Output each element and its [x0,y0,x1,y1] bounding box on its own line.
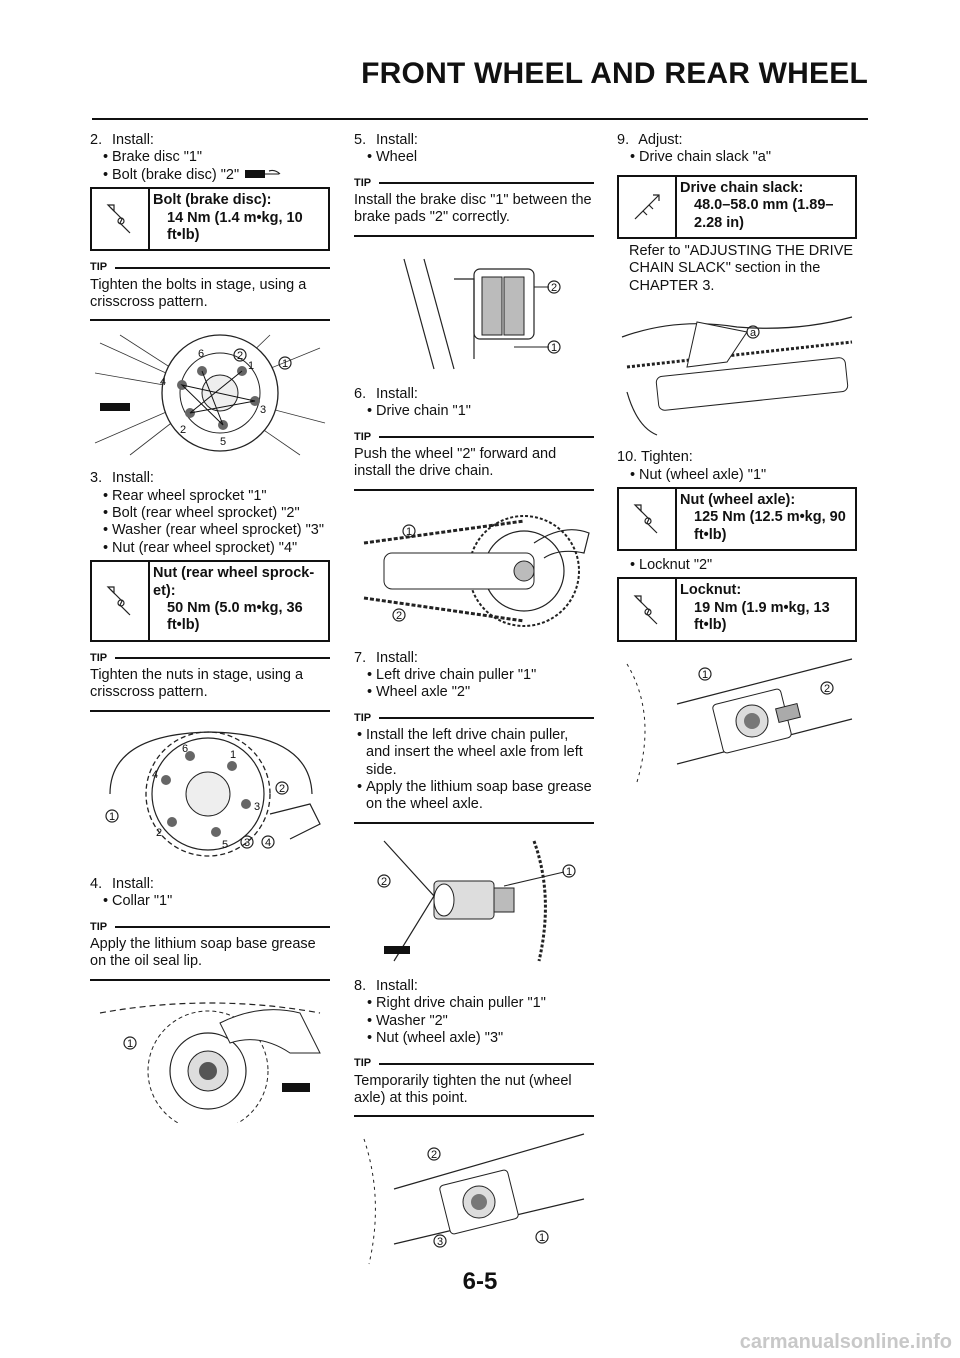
step-4: 4. Install: • Collar "1" [90,876,330,911]
list-item: • Collar "1" [100,893,330,910]
svg-text:1: 1 [702,668,709,681]
rear-sprocket-illustration [90,724,330,864]
svg-text:2: 2 [396,609,403,622]
torque-wrench-icon [629,592,665,628]
svg-text:6: 6 [182,742,189,755]
svg-text:3: 3 [260,404,267,417]
svg-text:1: 1 [539,1232,546,1245]
tip-box: TIP • Install the left drive chain puller, and insert the wheel axle from left side. • Apply the lithium soap base grease on the wheel axle. [354,712,594,824]
spec-nut-wheel-axle: Nut (wheel axle): 125 Nm (12.5 m•kg, 90 ft•lb) [617,487,857,551]
list-item: • Washer (rear wheel sprocket) "3" [100,522,330,539]
torque-wrench-icon [629,501,665,537]
step-2: 2. Install: • Brake disc "1" • Bolt (brake disc) "2" [90,132,330,184]
chain-slack-illustration [617,307,857,437]
step-10: 10. Tighten: • Nut (wheel axle) "1" [617,449,857,484]
measurement-icon [629,189,665,225]
collar-illustration [90,993,330,1123]
svg-text:4: 4 [152,768,159,781]
list-item: • Nut (rear wheel sprocket) "4" [100,540,330,557]
list-item: • Drive chain "1" [364,403,594,420]
list-item: • Nut (wheel axle) "1" [627,467,857,484]
svg-text:2: 2 [824,682,831,695]
list-item: • Bolt (brake disc) "2" [100,167,330,184]
list-item: • Locknut "2" [627,557,857,574]
torque-wrench-icon [102,583,138,619]
step-3: 3. Install: • Rear wheel sprocket "1" • Bolt (rear wheel sprocket) "2" • Washer (rear wheel sprocket) "3" • Nut (rear wheel sprocket) "4" [90,470,330,557]
svg-text:2: 2 [237,350,244,363]
watermark: carmanualsonline.info [739,1331,952,1353]
svg-text:2: 2 [279,782,286,795]
column-right [617,132,857,796]
list-item: • Left drive chain puller "1" [364,667,594,684]
spec-nut-rear-wheel-sprocket: Nut (rear wheel sprock-et): 50 Nm (5.0 m•kg, 36 ft•lb) [90,560,330,642]
svg-text:2: 2 [381,875,388,888]
svg-text:3: 3 [244,836,251,849]
list-item: • Drive chain slack "a" [627,149,857,166]
tip-box: TIP Tighten the bolts in stage, using a crisscross pattern. [90,261,330,321]
svg-text:1: 1 [230,748,237,761]
tip-box: TIP Push the wheel "2" forward and install the drive chain. [354,431,594,491]
svg-text:1: 1 [551,341,558,354]
torque-wrench-icon [102,201,138,237]
spec-drive-chain-slack: Drive chain slack: 48.0–58.0 mm (1.89–2.28 in) [617,175,857,239]
brake-disc-illustration [90,333,330,458]
header-divider [92,118,868,120]
page-title: FRONT WHEEL AND REAR WHEEL [361,57,868,90]
list-item: • Install the left drive chain puller, and insert the wheel axle from left side. [354,727,594,779]
svg-text:1: 1 [109,810,116,823]
svg-text:4: 4 [265,836,272,849]
svg-text:5: 5 [220,436,227,449]
list-item: • Washer "2" [364,1013,594,1030]
tip-box: TIP Temporarily tighten the nut (wheel axle) at this point. [354,1057,594,1117]
list-item: • Apply the lithium soap base grease on the wheel axle. [354,779,594,814]
svg-text:2: 2 [180,424,187,437]
list-item: • Nut (wheel axle) "3" [364,1030,594,1047]
step-8: 8. Install: • Right drive chain puller "1" • Washer "2" • Nut (wheel axle) "3" [354,978,594,1048]
list-item: • Right drive chain puller "1" [364,995,594,1012]
tip-box: TIP Install the brake disc "1" between the brake pads "2" correctly. [354,177,594,237]
step-5: 5. Install: • Wheel [354,132,594,167]
svg-text:5: 5 [222,838,229,851]
column-middle [354,132,594,1281]
spec-bolt-brake-disc: Bolt (brake disc): 14 Nm (1.4 m•kg, 10 ft•lb) [90,187,330,251]
svg-text:6: 6 [198,348,205,361]
svg-text:2: 2 [431,1149,438,1162]
svg-text:a: a [750,327,757,340]
page-number: 6-5 [462,1268,498,1295]
svg-text:2: 2 [551,281,558,294]
list-item: • Bolt (rear wheel sprocket) "2" [100,505,330,522]
step-6: 6. Install: • Drive chain "1" [354,386,594,421]
tip-box: TIP Tighten the nuts in stage, using a crisscross pattern. [90,652,330,712]
locking-agent-icon [243,167,283,181]
list-item: • Rear wheel sprocket "1" [100,488,330,505]
list-item: • Brake disc "1" [100,149,330,166]
right-chain-puller-illustration [354,1129,594,1269]
svg-text:1: 1 [282,358,289,371]
svg-text:4: 4 [160,376,167,389]
drive-chain-illustration [354,503,594,638]
step-7: 7. Install: • Left drive chain puller "1" • Wheel axle "2" [354,650,594,702]
list-item: • Wheel [364,149,594,166]
svg-text:1: 1 [566,865,573,878]
svg-text:1: 1 [127,1037,134,1050]
spec-locknut: Locknut: 19 Nm (1.9 m•kg, 13 ft•lb) [617,577,857,641]
axle-nut-illustration [617,654,857,784]
reference-note: Refer to "ADJUSTING THE DRIVE CHAIN SLACK" section in the CHAPTER 3. [629,242,854,294]
brake-caliper-illustration [354,249,594,374]
wheel-axle-illustration [354,836,594,966]
svg-text:3: 3 [437,1236,444,1249]
tip-box: TIP Apply the lithium soap base grease on the oil seal lip. [90,921,330,981]
step-9: 9. Adjust: • Drive chain slack "a" [617,132,857,167]
svg-text:3: 3 [254,800,261,813]
svg-text:2: 2 [156,826,163,839]
svg-text:1: 1 [406,525,413,538]
column-left [90,132,330,1135]
svg-text:1: 1 [248,360,255,373]
list-item: • Wheel axle "2" [364,684,594,701]
